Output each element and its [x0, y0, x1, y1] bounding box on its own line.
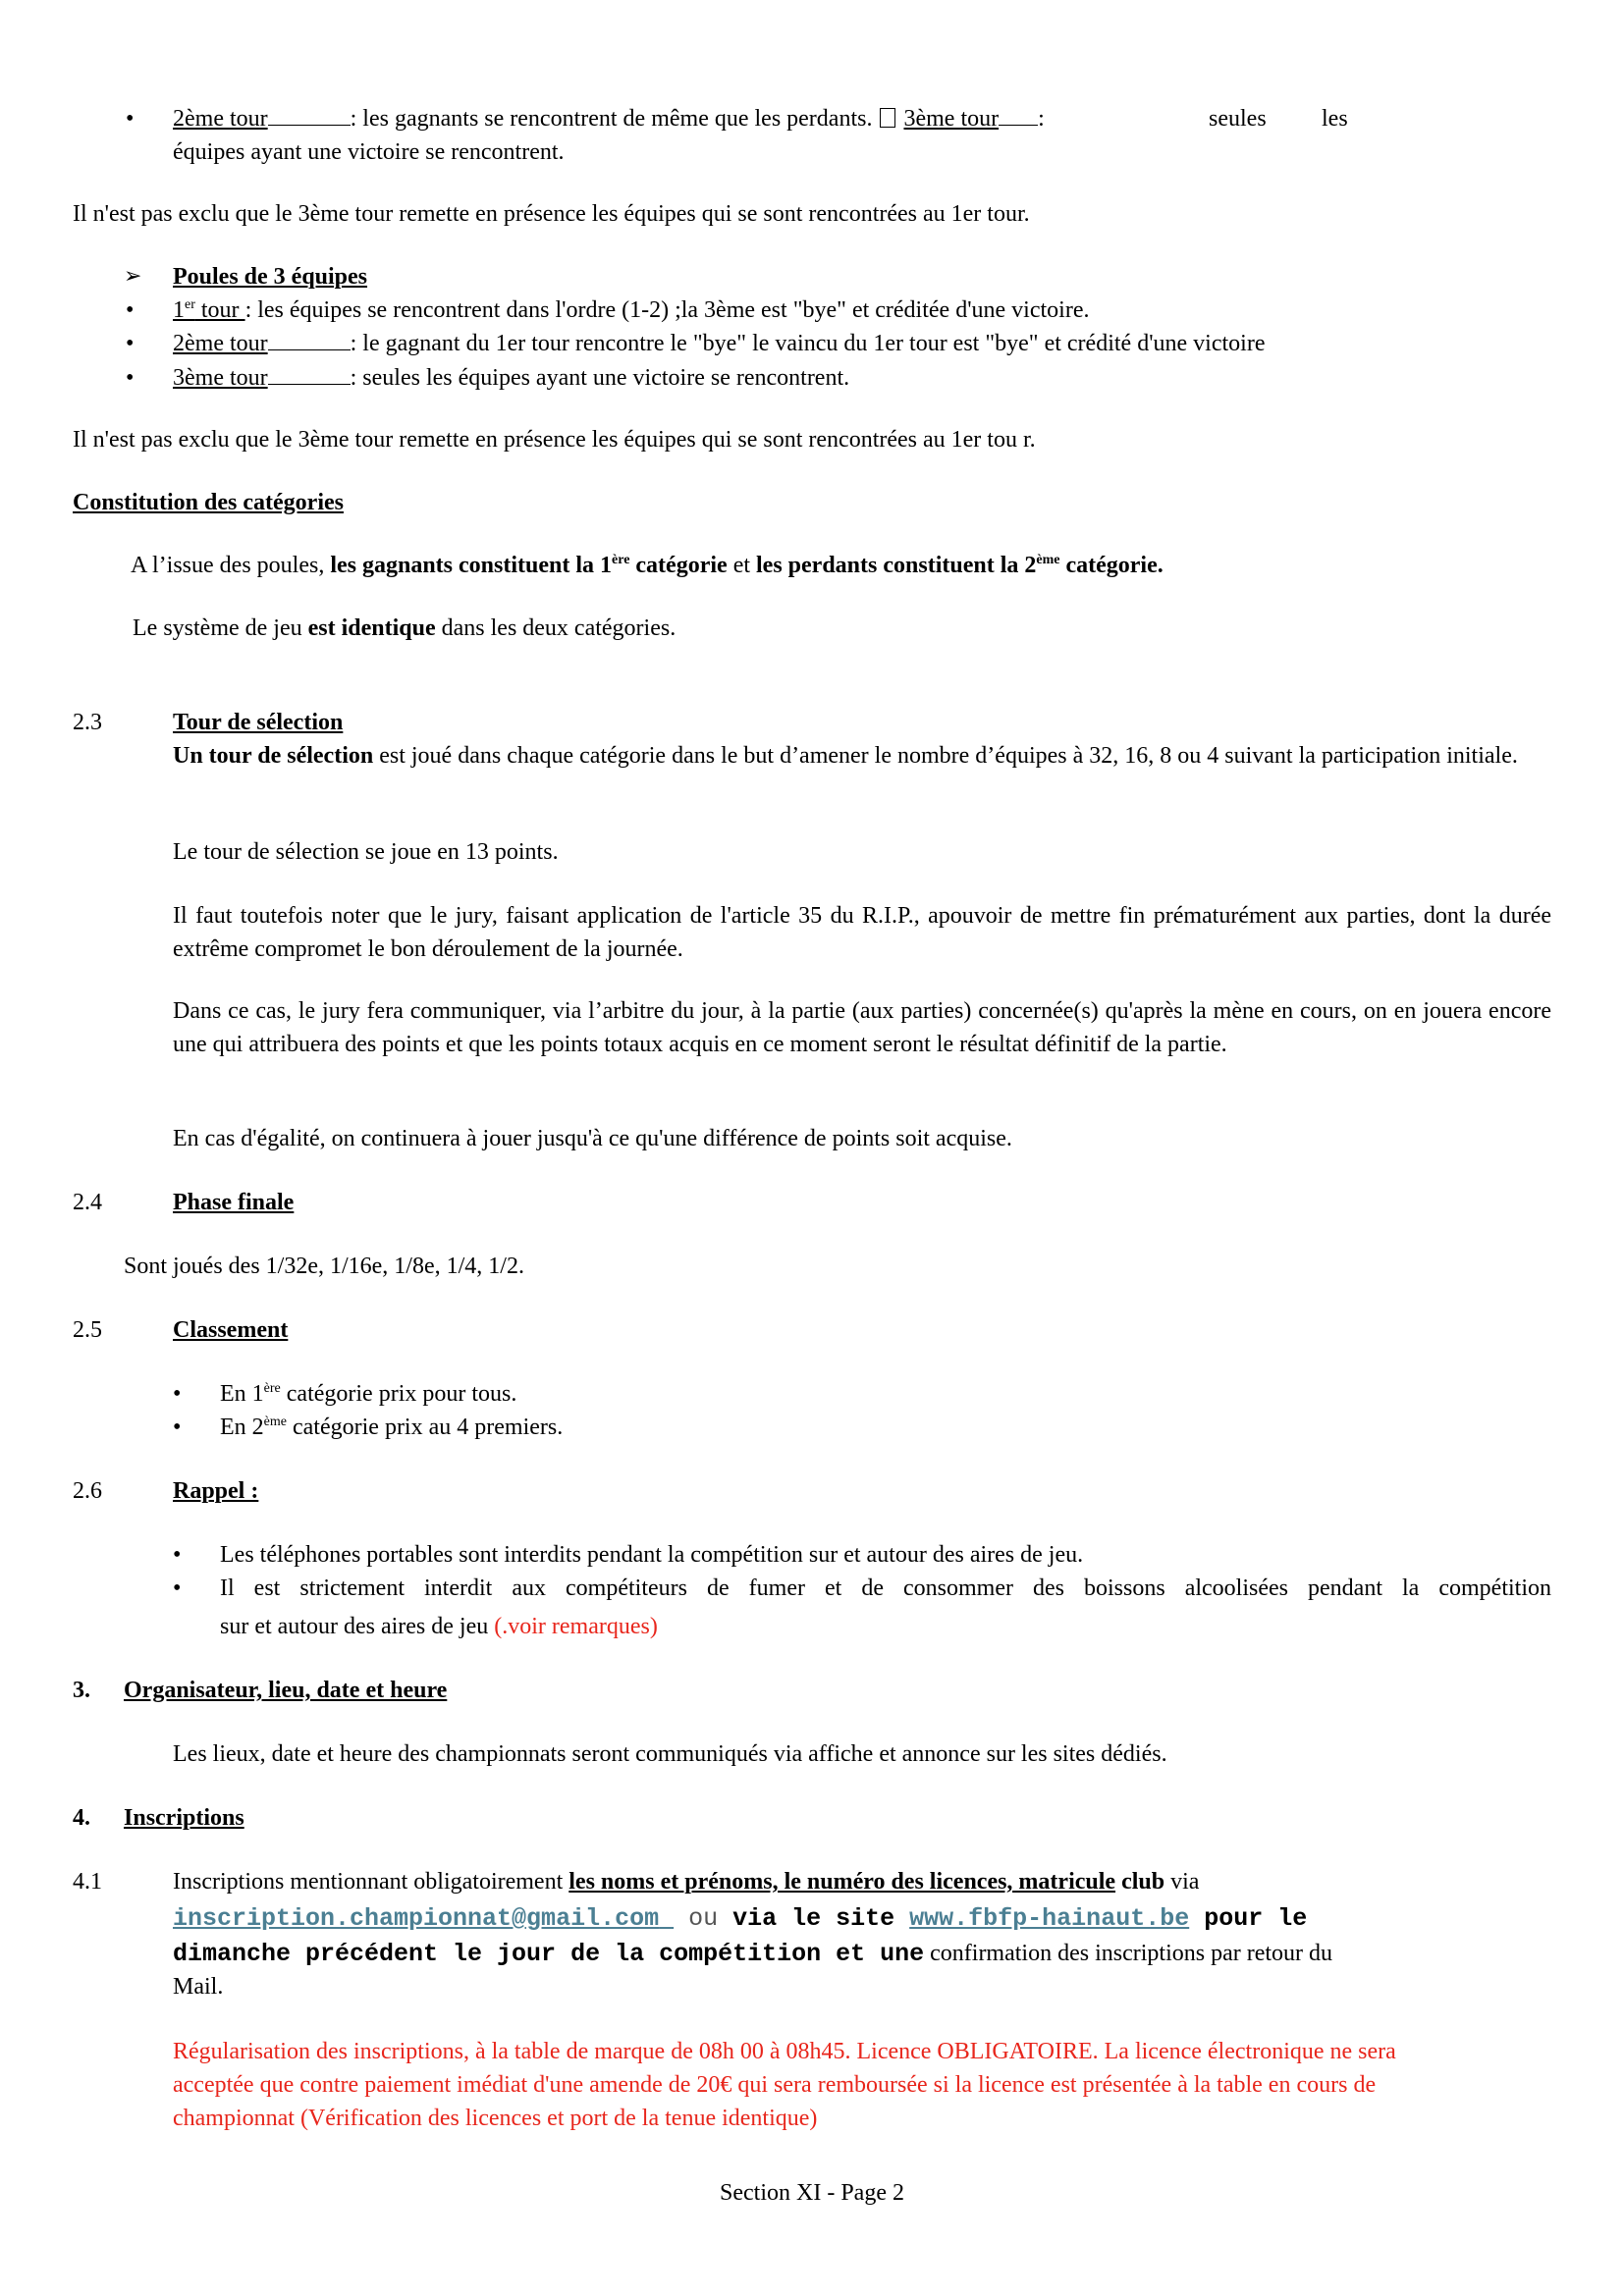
bullet-lead: 2ème tour: [173, 106, 268, 132]
document-page: • 2ème tour : les gagnants se rencontrent de même que les perdants. 3ème tour : seules les équipes ayant une victoire se rencontrent. Il n'est pas exclu que le 3ème tour remette en présence les équipes qui se sont rencontrées au 1er tour. ➢ Poules de 3 équipes • 1er tour : les équipes se rencontrent dans l'ordre (1-2) ;la 3ème est "bye" et créditée d'une victoire. • 2ème tour : le gagnant du 1er tour rencontre le "bye" le vaincu du 1er tour est "bye" et crédité d'une victoire • 3ème tour : seules les équipes ayant une victoire se rencontrent. Il n'est pas exclu que le 3ème tour remette en présence les équipes qui se sont rencontrées au 1er tou r. Constitution des catégories A l’issue des poules, les gagnants constituent la 1ère catégorie et les perdants constituent la 2ème catégorie. Le système de jeu est identique dans les deux catégories. 2.3 Tour de sélection Un tour de sélection est joué dans chaque catégorie dans le but d’amener le nombre d’équipes à 32, 16, 8 ou 4 suivant la participation initiale. Le tour de sélection se joue en 13 points. Il faut toutefois noter que le jury, faisant application de l'article 35 du R.I.P., apouvoir de mettre fin prématurément aux parties, dont la durée extrême compromet le bon déroulement de la journée. Dans ce cas, le jury fera communiquer, via l’arbitre du jour, à la partie (aux parties) concernée(s) qu'après la mène en cours, on en jouera encore une qui attribuera des points et que les points totaux acquis en ce moment seront le résultat définitif de la partie. En cas d'égalité, on continuera à jouer jusqu'à ce qu'une différence de points soit acquise. 2.4 Phase finale Sont joués des 1/32e, 1/16e, 1/8e, 1/4, 1/2. 2.5 Classement • En 1ère catégorie prix pour tous. • En 2ème catégorie prix au 4 premiers. 2.6 Rappel : • Les téléphones portables sont interdits pendant la compétition sur et autour des aires de jeu. • Il est strictement interdit aux compétiteurs de fumer et de consommer des boissons alcoolisées pendant la compétition sur et autour des aires de jeu (.voir remarques) 3. Organisateur, lieu, date et heure Les lieux, date et heure des championnats seront communiqués via affiche et annonce sur les sites dédiés. 4. Inscriptions 4.1 Inscriptions mentionnant obligatoirement les noms et prénoms, le numéro des licences, matricule club via inscription.championnat@gmail.com ou via le site www.fbfp-hainaut.be pour le dimanche précédent le jour de la compétition et une confirmation des inscriptions par retour du Mail. Régularisation des inscriptions, à la table de marque de 08h 00 à 08h45. Licence OBLIGATOIRE. La licence électronique ne sera acceptée que contre paiement imédiat d'une amende de 20€ qui sera remboursée si la licence est présentée à la table en cours de championnat (Vérification des licences et port de la tenue identique) Section XI - Page 2: [0, 0, 1624, 2296]
section-4-1-line2: inscription.championnat@gmail.com ou via le site www.fbfp-hainaut.be pour le: [173, 1904, 1308, 1933]
paragraph-exclusion-1: Il n'est pas exclu que le 3ème tour remette en présence les équipes qui se sont rencontrées au 1er tour.: [73, 201, 1030, 227]
poules3-item-2: 2ème tour : le gagnant du 1er tour rencontre le "bye" le vaincu du 1er tour est "bye" et crédité d'une victoire: [173, 331, 1266, 356]
section-2-4-number: 2.4: [73, 1190, 102, 1215]
section-3-title: Organisateur, lieu, date et heure: [124, 1678, 448, 1703]
remarques-note: (.voir remarques): [494, 1614, 658, 1639]
section-2-3-p5: En cas d'égalité, on continuera à jouer jusqu'à ce qu'une différence de points soit acquise.: [173, 1126, 1012, 1151]
section-2-6-number: 2.6: [73, 1478, 102, 1504]
bullet-2eme-tour: 2ème tour : les gagnants se rencontrent de même que les perdants. 3ème tour : seules les: [173, 106, 1348, 132]
poules3-item-1: 1er tour : les équipes se rencontrent dans l'ordre (1-2) ;la 3ème est "bye" et créditée d'une victoire.: [173, 297, 1090, 323]
constitution-paragraph-2: Le système de jeu est identique dans les deux catégories.: [133, 615, 677, 641]
rappel-item-2-line2: sur et autour des aires de jeu (.voir remarques): [220, 1614, 658, 1639]
section-2-3-number: 2.3: [73, 710, 102, 735]
section-4-1-line1: Inscriptions mentionnant obligatoirement les noms et prénoms, le numéro des licences, matricule club via: [173, 1869, 1200, 1895]
page-footer: Section XI - Page 2: [720, 2180, 904, 2206]
bullet-line2: équipes ayant une victoire se rencontrent.: [173, 139, 565, 165]
section-2-3-p2: Le tour de sélection se joue en 13 points.: [173, 839, 559, 865]
section-3-p1: Les lieux, date et heure des championnats seront communiqués via affiche et annonce sur les sites dédiés.: [173, 1741, 1167, 1767]
section-2-5-number: 2.5: [73, 1317, 102, 1343]
section-4-number: 4.: [73, 1805, 90, 1831]
paragraph-exclusion-2: Il n'est pas exclu que le 3ème tour remette en présence les équipes qui se sont rencontrées au 1er tou r.: [73, 427, 1036, 453]
section-2-4-p1: Sont joués des 1/32e, 1/16e, 1/8e, 1/4, 1/2.: [124, 1254, 524, 1279]
poules3-heading: Poules de 3 équipes: [173, 264, 368, 290]
website-link[interactable]: www.fbfp-hainaut.be: [909, 1904, 1190, 1933]
rappel-item-1: Les téléphones portables sont interdits pendant la compétition sur et autour des aires de jeu.: [220, 1542, 1084, 1568]
bullet-dot: •: [126, 106, 135, 132]
section-4-title: Inscriptions: [124, 1805, 244, 1831]
email-link[interactable]: inscription.championnat@gmail.com: [173, 1904, 660, 1933]
section-2-3-p3: Il faut toutefois noter que le jury, faisant application de l'article 35 du R.I.P., apouvoir de mettre fin prématurément aux parties, dont la durée extrême compromet le bon déroulement de la journée.: [173, 903, 1551, 962]
section-2-4-title: Phase finale: [173, 1190, 295, 1215]
section-4-1-number: 4.1: [73, 1869, 102, 1895]
constitution-paragraph-1: A l’issue des poules, les gagnants constituent la 1ère catégorie et les perdants constituent la 2ème catégorie.: [131, 553, 1164, 578]
rappel-item-2: Il est strictement interdit aux compétiteurs de fumer et de consommer des boissons alcoolisées pendant la compétition: [220, 1575, 1551, 1601]
section-2-5-title: Classement: [173, 1317, 289, 1343]
constitution-heading: Constitution des catégories: [73, 490, 344, 515]
section-4-1-line3: dimanche précédent le jour de la compétition et une confirmation des inscriptions par retour du: [173, 1940, 1333, 1968]
arrow-bullet-icon: ➢: [124, 264, 142, 289]
regularisation-note: Régularisation des inscriptions, à la table de marque de 08h 00 à 08h45. Licence OBLIGATOIRE. La licence électronique ne sera acceptée que contre paiement imédiat d'une amende de 20€ qui sera remboursée si la licence est présentée à la table en cours de championnat (Vérification des licences et port de la tenue identique): [173, 2039, 1396, 2131]
section-2-6-title: Rappel :: [173, 1478, 259, 1504]
classement-item-2: En 2ème catégorie prix au 4 premiers.: [220, 1415, 564, 1440]
section-2-3-title: Tour de sélection: [173, 710, 344, 735]
section-3-number: 3.: [73, 1678, 90, 1703]
classement-item-1: En 1ère catégorie prix pour tous.: [220, 1381, 517, 1407]
section-4-1-line4: Mail.: [173, 1974, 224, 2000]
section-2-3-p4: Dans ce cas, le jury fera communiquer, via l’arbitre du jour, à la partie (aux parties) concernée(s) qu'après la mène en cours, on en jouera encore une qui attribuera des points et que les points totaux acquis en ce moment seront le résultat définitif de la partie.: [173, 998, 1551, 1057]
poules3-item-3: 3ème tour : seules les équipes ayant une victoire se rencontrent.: [173, 365, 850, 391]
underline-blank: [268, 105, 351, 126]
section-2-3-p1: Un tour de sélection est joué dans chaque catégorie dans le but d’amener le nombre d’équipes à 32, 16, 8 ou 4 suivant la participation initiale.: [173, 743, 1518, 769]
missing-glyph-box: [880, 108, 895, 128]
